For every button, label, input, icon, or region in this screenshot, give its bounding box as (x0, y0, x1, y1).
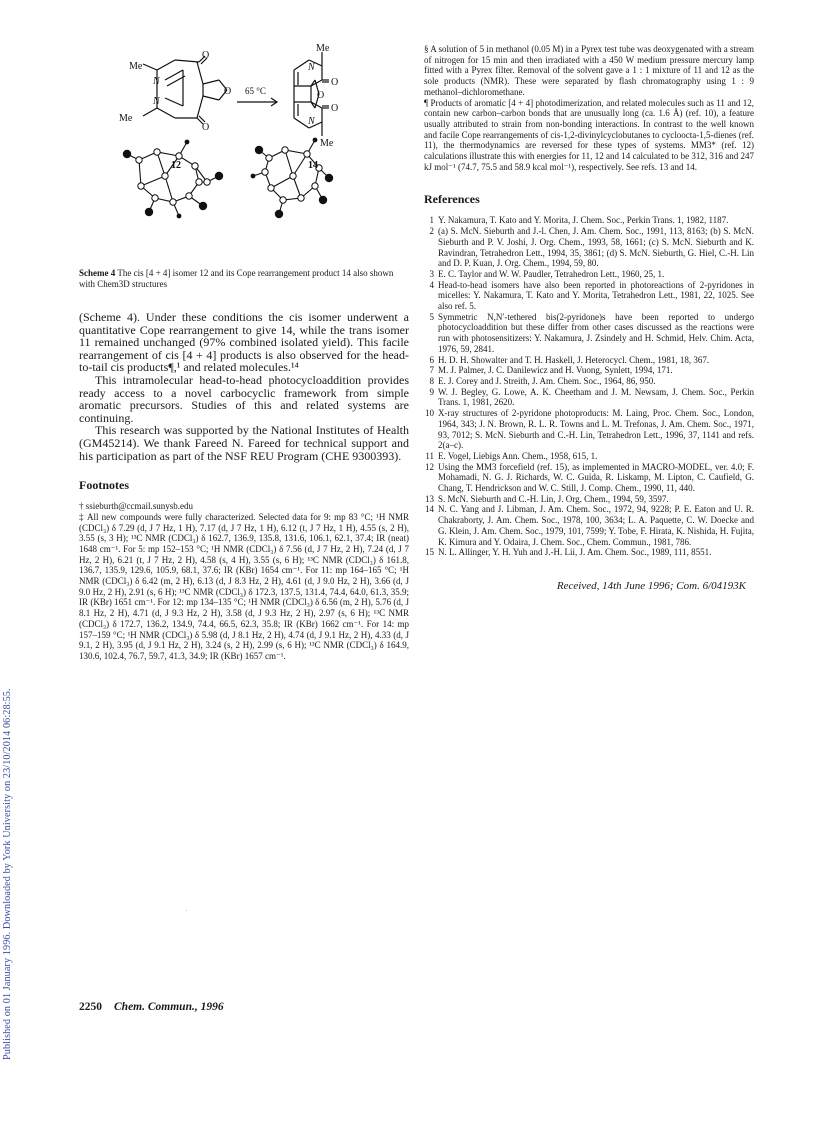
reference-item (424, 312, 754, 355)
reference-text: N. C. Yang and J. Libman, J. Am. Chem. Soc., 1972, 94, 9228; P. E. Eaton and U. R. Chakraborty, J. Am. Chem. Soc., 1978, 100, 3634; L. A. Paquette, C. W. Doecke and G. Klein, J. Am. Chem. Soc., 1979, 101, 7599; Y. Tobe, F. Hirata, K. Nishida, H. Fujita, K. Kimura and Y. Odaira, J. Chem. Soc., Chem. Commun., 1981, 786. (438, 504, 754, 547)
download-watermark-text: Published on 01 January 1996. Downloaded by York University on 23/10/2014 06:28:55. (2, 688, 13, 1060)
reference-number: 3 (429, 268, 434, 279)
reference-text: (a) S. McN. Sieburth and J.-l. Chen, J. Am. Chem. Soc., 1991, 113, 8163; (b) S. McN. Sieburth and P. V. Joshi, J. Org. Chem., 1993, 58, 1661; (c) S. McN. Sieburth and K. Ravindran, Tetrahedron Lett., 1994, 35, 3861; (d) S. McN. Sieburth, G. Hiel, C.-H. Lin and D. P. Kuan, J. Org. Chem., 1994, 59, 80. (438, 226, 754, 269)
reference-item (424, 226, 754, 269)
me-label-12-top: Me (129, 61, 143, 72)
compound-14-number: 14 (308, 160, 318, 171)
footnote-section: § A solution of 5 in methanol (0.05 M) in a Pyrex test tube was deoxygenated with a stream of nitrogen for 15 min and then irradiated with a 450 W medium pressure mercury lamp fitted with a Pyrex filter. Removal of the solvent gave a 1 : 1 mixture of 11 and 12 as the sole products (NMR). These were separated by flash chromatography using 1 : 9 methanol–dichloromethane. (424, 44, 754, 97)
reference-number: 14 (425, 504, 434, 515)
reference-number: 10 (425, 408, 434, 419)
reference-text: E. J. Corey and J. Streith, J. Am. Chem. Soc., 1964, 86, 950. (438, 375, 656, 386)
reference-item (424, 355, 754, 366)
reference-item (424, 547, 754, 558)
reference-text: X-ray structures of 2-pyridone photoproducts: M. Laing, Proc. Chem. Soc., London, 1964, 343; J. N. Brown, R. L. R. Towns and L. M. Trefonas, J. Am. Chem. Soc., 1971, 93, 7012; S. McN. Sieburth and C.-H. Lin, Tetrahedron Lett., 1996, 37, 1141 and refs. 2(a–c). (438, 408, 754, 451)
reference-item (424, 387, 754, 408)
body-paragraph-3: This research was supported by the National Institutes of Health (GM45214). We thank Fareed N. Fareed for technical support and his participation as part of the NSF REU Program (CHE 9300393). (79, 423, 409, 463)
reference-number: 12 (425, 461, 434, 472)
reference-number: 13 (425, 493, 434, 504)
reference-item (424, 494, 754, 505)
references-heading: References (424, 192, 480, 207)
reference-item (424, 215, 754, 226)
right-column (424, 44, 754, 592)
reference-text: W. J. Begley, G. Lowe, A. K. Cheetham and J. M. Newsam, J. Chem. Soc., Perkin Trans. 1, 1981, 2620. (438, 386, 754, 408)
footnote-ddagger: ‡ All new compounds were fully characterized. Selected data for 9: mp 83 °C; ¹H NMR (CDCl₃) δ 7.29 (d, J 7 Hz, 1 H), 7.17 (d, J 7 Hz, 1 H), 6.12 (t, J 7 Hz, 1 H), 4.55 (s, 2 H), 3.55 (s, 3 H); ¹³C NMR (CDCl₃) δ 162.7, 136.9, 135.8, 131.6, 106.1, 62.1, 37.4; IR (neat) 1648 cm⁻¹. For 5: mp 152–153 °C; ¹H NMR (CDCl₃) δ 7.56 (d, J 7 Hz, 2 H), 7.24 (d, J 7 Hz, 2 H), 6.21 (t, J 7 Hz, 2 H), 4.58 (s, 4 H), 3.55 (s, 6 H); ¹³C NMR (CDCl₃) δ 161.8, 136.7, 135.9, 129.6, 105.9, 68.1, 37.6; IR (KBr) 1654 cm⁻¹. For 11: mp 164–165 °C; ¹H NMR (CDCl₃) δ 6.42 (m, 2 H), 6.13 (d, J 8.3 Hz, 2 H), 4.61 (d, J 9.0 Hz, 2 H), 3.66 (d, J 9.0 Hz, 2 H), 2.91 (s, 6 H); ¹³C NMR (CDCl₃) δ 172.3, 137.5, 131.4, 74.4, 64.0, 61.3, 35.9; IR (KBr) 1651 cm⁻¹. For 12: mp 134–135 °C; ¹H NMR (CDCl₃) δ 6.56 (m, 2 H), 5.76 (d, J 8.1 Hz, 2 H), 4.71 (d, J 9.3 Hz, 2 H), 3.58 (d, J 9.3 Hz, 2 H), 2.97 (s, 6 H); ¹³C NMR (CDCl₃) δ 172.7, 136.2, 134.9, 74.4, 66.5, 62.3, 35.8; IR (KBr) 1662 cm⁻¹. For 14: mp 157–159 °C; ¹H NMR (CDCl₃) δ 5.98 (d, J 8.1 Hz, 2 H), 4.74 (d, J 9.1 Hz, 2 H), 4.33 (d, J 9.1, 2 H), 3.95 (d, J 9.1 Hz, 2 H), 3.24 (s, 2 H), 2.99 (s, 6 H); ¹³C NMR (CDCl₃) δ 164.9, 130.6, 102.4, 76.7, 59.7, 41.3, 34.9; IR (KBr) 1657 cm⁻¹. (79, 511, 409, 661)
journal-name: Chem. Commun., 1996 (114, 1001, 224, 1013)
scheme-caption (79, 268, 409, 289)
reference-text: E. C. Taylor and W. W. Paudler, Tetrahedron Lett., 1960, 25, 1. (438, 268, 665, 279)
page-number: 2250 (79, 1001, 102, 1013)
o-label-12-bottom: O (202, 122, 210, 133)
stray-dot (186, 910, 187, 911)
n-label-12-bottom: N (153, 96, 160, 107)
reference-number: 5 (429, 311, 434, 322)
compound-12-number: 12 (171, 160, 181, 171)
n-label-14-bottom: N (308, 116, 315, 127)
reference-text: Using the MM3 forcefield (ref. 15), as implemented in MACRO-MODEL, ver. 4.0; F. Mohamadi, N. G. J. Richards, W. C. Guida, R. Liskamp, M. Lipton, C. Caufield, G. Chang, T. Hendrickson and W. C. Still, J. Comp. Chem., 1990, 11, 440. (438, 461, 754, 494)
reference-text: Symmetric N,N′-tethered bis(2-pyridone)s have been reported to undergo photocycloaddition but these differ from other cases discussed as the reactions were run with photosensitizers: Y. Nakamura, J. Zsindely and H. Schmid, Helv. Chim. Acta, 1976, 59, 2841. (438, 311, 754, 354)
reference-item (424, 365, 754, 376)
reference-item (424, 451, 754, 462)
reference-item (424, 462, 754, 494)
o-label-14-ring: O (317, 90, 325, 101)
reference-text: H. D. H. Showalter and T. H. Haskell, J. Heterocycl. Chem., 1981, 18, 367. (438, 354, 710, 365)
reference-item (424, 504, 754, 547)
reference-number: 15 (425, 547, 434, 558)
received-line: Received, 14th June 1996; Com. 6/04193K (556, 579, 746, 592)
scheme-4-figure (79, 40, 409, 268)
reference-number: 8 (429, 375, 434, 386)
o-label-14-bottom: O (331, 103, 339, 114)
reference-number: 9 (429, 386, 434, 397)
me-label-12-bottom: Me (119, 113, 133, 124)
right-footnotes (424, 44, 754, 172)
reference-text: Y. Nakamura, T. Kato and Y. Morita, J. Chem. Soc., Perkin Trans. 1, 1982, 1187. (438, 215, 729, 226)
references-list (424, 215, 754, 558)
body-paragraph-2: This intramolecular head-to-head photocycloaddition provides ready access to a novel carbocyclic framework from simple aromatic precursors. Studies of this and related systems are continuing. (79, 372, 409, 425)
reference-text: Head-to-head isomers have also been reported in photoreactions of 2-pyridones in micelles: Y. Nakamura, T. Kato and Y. Morita, Tetrahedron Lett., 1981, 22, 1025. See also ref. 5. (438, 279, 754, 312)
me-label-14-top: Me (316, 43, 330, 54)
reference-number: 11 (425, 450, 434, 461)
reference-item (424, 269, 754, 280)
n-label-14-top: N (308, 62, 315, 73)
body-paragraph-1: (Scheme 4). Under these conditions the cis isomer underwent a quantitative Cope rearrangement to give 14, while the trans isomer 11 remained unchanged (97% combined isolated yield). This facile rearrangement of cis [4 + 4] products is also observed for the head-to-tail cis products¶,¹ and related molecules.¹⁴ (79, 310, 409, 375)
scheme-caption-label: Scheme 4 (79, 268, 116, 278)
reference-text: E. Vogel, Liebigs Ann. Chem., 1958, 615, 1. (438, 450, 598, 461)
scheme-4-svg (79, 40, 409, 268)
left-column (79, 40, 409, 662)
o-label-14-top: O (331, 77, 339, 88)
reference-text: M. J. Palmer, J. C. Danilewicz and H. Vuong, Synlett, 1994, 171. (438, 365, 673, 376)
reference-number: 1 (429, 215, 434, 226)
reference-item (424, 376, 754, 387)
me-label-14-bottom: Me (320, 138, 334, 149)
download-watermark (2, 260, 16, 1060)
reference-number: 6 (429, 354, 434, 365)
reference-text: S. McN. Sieburth and C.-H. Lin, J. Org. Chem., 1994, 59, 3597. (438, 493, 669, 504)
arrow-condition: 65 °C (245, 86, 266, 96)
o-label-12-ring: O (224, 86, 232, 97)
reference-item (424, 408, 754, 451)
footnotes-list (79, 501, 409, 662)
reference-number: 7 (429, 365, 434, 376)
n-label-12-top: N (153, 76, 160, 87)
footnotes-heading: Footnotes (79, 478, 129, 493)
left-body-text (79, 311, 409, 462)
footnote-pilcrow: ¶ Products of aromatic [4 + 4] photodimerization, and related molecules such as 11 and 12, contain new carbon–carbon bonds that are unusually long (ca. 1.6 Å) (ref. 10), a feature usually attributed to strain from non-bonding interactions. In contrast to the well known and facile Cope rearrangements of cis-1,2-divinylcyclobutanes to cycloocta-1,5-dienes (ref. 11), the thermodynamics are reversed for these types of systems. MM3* (ref. 12) calculations illustrate this with energies for 11, 12 and 14 calculated to be 312, 316 and 247 kJ mol⁻¹ (74.7, 75.5 and 58.9 kcal mol⁻¹), respectively. See refs. 13 and 14. (424, 97, 754, 172)
reference-number: 2 (429, 226, 434, 237)
reference-item (424, 280, 754, 312)
o-label-12-top: O (202, 50, 210, 61)
footnote-dagger: † ssieburth@ccmail.sunysb.edu (79, 501, 194, 512)
reference-text: N. L. Allinger, Y. H. Yuh and J.-H. Lii, J. Am. Chem. Soc., 1989, 111, 8551. (438, 547, 712, 558)
page-footer (79, 1001, 224, 1013)
reference-number: 4 (429, 279, 434, 290)
scheme-caption-text: The cis [4 + 4] isomer 12 and its Cope rearrangement product 14 also shown with Chem3D structures (79, 268, 394, 289)
